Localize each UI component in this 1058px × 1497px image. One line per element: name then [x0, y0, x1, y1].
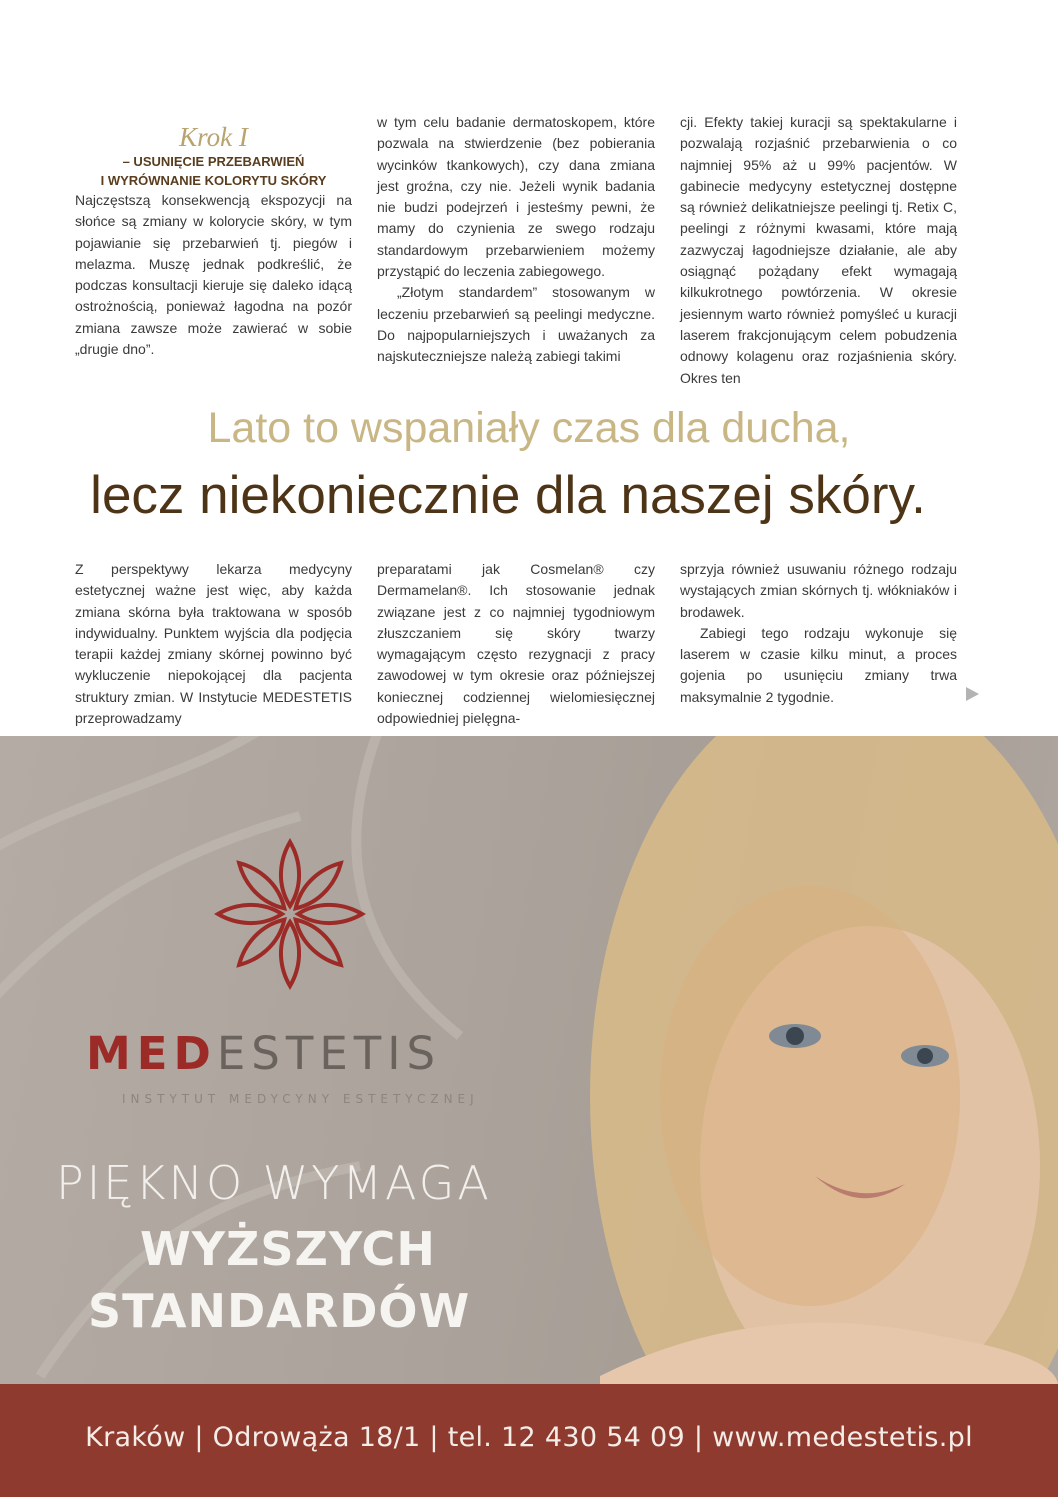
continue-arrow-icon: [966, 687, 979, 701]
paragraph: sprzyja również usuwaniu różnego rodzaju wystających zmian skórnych tj. włókniaków i brodawek.: [680, 561, 957, 620]
slogan-line1: PIĘKNO WYMAGA: [56, 1156, 492, 1210]
paragraph: Najczęstszą konsekwencją ekspozycji na słońce są zmiany w kolorycie skóry, w tym pojawianie się przebarwień tj. piegów i melazma. Muszę jednak podkreślić, że podczas konsultacji kieruje się daleko idącą ostrożnością, ponieważ łagodna na pozór zmiana zawsze może zawierać w sobie „drugie dno”.: [75, 192, 352, 358]
brand-tagline: INSTYTUT MEDYCYNY ESTETYCZNEJ: [122, 1092, 479, 1106]
paragraph: w tym celu badanie dermatoskopem, które pozwala na stwierdzenie (bez pobierania wycinków tkankowych), czy dana zmiana jest groźna, czy nie. Jeżeli wynik badania nie budzi podejrzeń i jesteśmy pewni, że mamy do czynienia ze swego rodzaju standardowym przebarwieniem możemy przystąpić do leczenia zabiegowego.: [377, 114, 655, 280]
flower-logo-icon: [210, 834, 370, 994]
slogan-line3: STANDARDÓW: [88, 1284, 471, 1338]
slogan-line2: WYŻSZYCH: [140, 1222, 436, 1276]
background-ornament: [0, 736, 1058, 1497]
brand-logo: [86, 1026, 441, 1082]
brand-logo-part2: ESTETIS: [216, 1027, 442, 1080]
contact-bar-text: Kraków | Odrowąża 18/1 | tel. 12 430 54 09 | www.medestetis.pl: [85, 1422, 973, 1453]
paragraph: Z perspektywy lekarza medycyny estetycznej ważne jest więc, aby każda zmiana skórna była traktowana w sposób indywidualny. Punktem wyjścia dla podjęcia terapii każdej zmiany skórnej powinno być wykluczenie niepokojącej dla pacjenta struktury zmian. W Instytucie MEDESTETIS przeprowadzamy: [75, 561, 352, 727]
brand-logo-part1: MED: [86, 1027, 217, 1080]
contact-bar: [0, 1384, 1058, 1497]
top-column-3: [680, 112, 957, 389]
pullquote-line1: Lato to wspaniały czas dla ducha,: [207, 404, 851, 452]
pullquote-line2: lecz niekoniecznie dla naszej skóry.: [90, 466, 926, 525]
bottom-column-2: [377, 559, 655, 729]
paragraph: Zabiegi tego rodzaju wykonuje się laserem w czasie kilku minut, a proces gojenia po usunięciu zmiany trwa maksymalnie 2 tygodnie.: [680, 624, 957, 705]
top-column-1: [75, 122, 352, 360]
advertisement: [0, 736, 1058, 1497]
top-column-2: [377, 112, 655, 368]
bottom-column-3: [680, 559, 957, 708]
step-title: Krok I: [179, 122, 248, 152]
step-subtitle: [75, 152, 352, 190]
paragraph: preparatami jak Cosmelan® czy Dermamelan®. Ich stosowanie jednak związane jest z co najmniej tygodniowym złuszczaniem się skóry twarzy wymagającym często rezygnacji z pracy zawodowej w tym okresie oraz późniejszej koniecznej codziennej wielomiesięcznej odpowiedniej pielęgna-: [377, 561, 655, 727]
paragraph: cji. Efekty takiej kuracji są spektakularne i pozwalają rozjaśnić przebarwienia o co najmniej 95% aż u 99% pacjentów. W gabinecie medycyny estetycznej dostępne są również delikatniejsze peelingi tj. Retix C, peelingi z różnymi kwasami, które mają zazwyczaj łagodniejsze działanie, ale aby osiągnąć pożądany efekt wymagają kilkukrotnego powtórzenia. W okresie jesiennym warto również pomyśleć u kuracji laserem frakcjonującym celem pobudzenia odnowy kolagenu oraz rozjaśnienia skóry. Okres ten: [680, 114, 957, 386]
step-subtitle-line2: I WYRÓWNANIE KOLORYTU SKÓRY: [100, 173, 327, 188]
paragraph: „Złotym standardem” stosowanym w leczeniu przebarwień są peelingi medyczne. Do najpopularniejszych i uważanych za najskuteczniejsze należą zabiegi takimi: [377, 284, 655, 365]
bottom-column-1: [75, 559, 352, 729]
step-subtitle-line1: – USUNIĘCIE PRZEBARWIEŃ: [122, 154, 305, 169]
